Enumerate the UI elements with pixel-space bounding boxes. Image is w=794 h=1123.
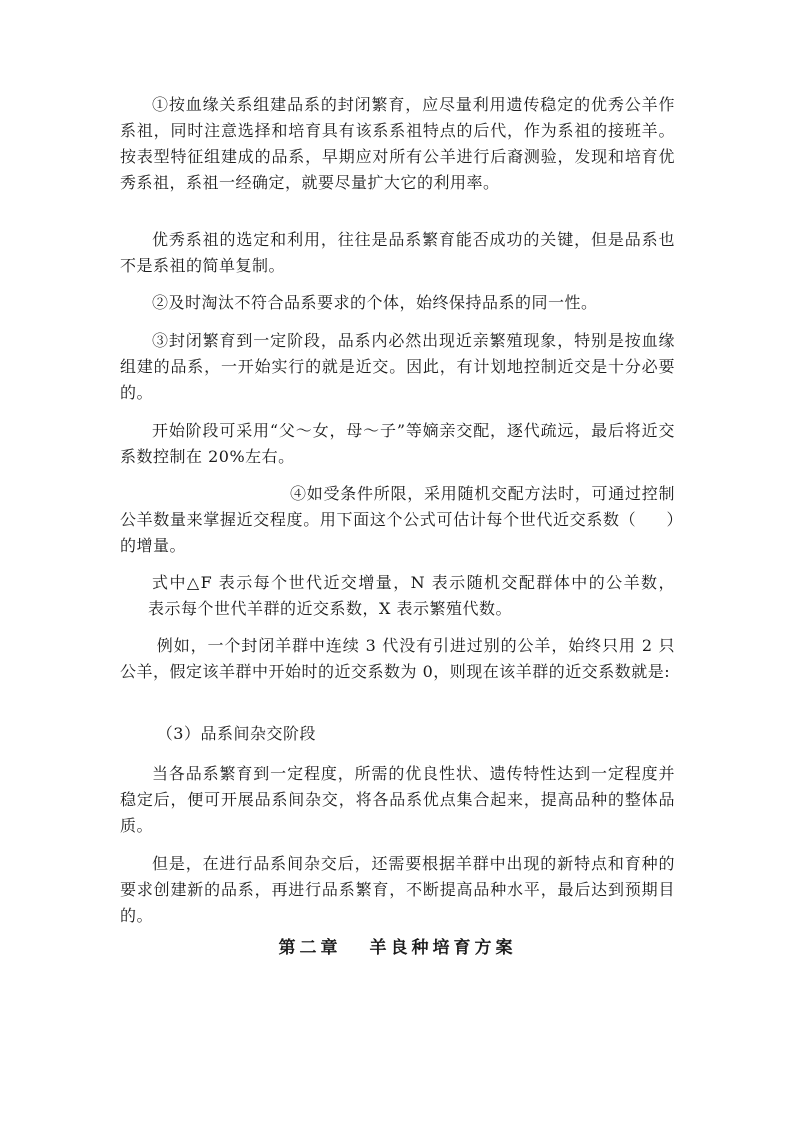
chapter-number: 第二章 (278, 938, 342, 958)
paragraph-random-mating (120, 481, 675, 559)
paragraph-new-lines: 但是，在进行品系间杂交后，还需要根据羊群中出现的新特点和育种的要求创建新的品系，再进行品系繁育，不断提高品种水平，最后达到预期目的。 (120, 854, 675, 925)
chapter-heading (120, 935, 675, 961)
random-mating-text: ④如受条件所限，采用随机交配方法时，可通过控制公羊数量来掌握近交程度。用下面这个公式可估计每个世代近交系数（ (120, 484, 675, 529)
formula-explanation-a: 式中△F 表示每个世代近交增量，N 表示随机交配群体中的公羊数， (152, 573, 675, 592)
paragraph-culling: ②及时淘汰不符合品系要求的个体，始终保持品系的同一性。 (152, 293, 598, 312)
random-mating-text-end: ）的增量。 (120, 510, 675, 555)
paragraph-close-mating: 开始阶段可采用“父～女，母～子”等嫡亲交配，逐代疏远，最后将近交系数控制在 20%左右。 (120, 421, 675, 466)
paragraph-example: 例如，一个封闭羊群中连续 3 代没有引进过别的公羊，始终只用 2 只公羊，假定该羊群中开始时的近交系数为 0，则现在该羊群的近交系数就是: (120, 636, 675, 681)
chapter-title: 羊良种培育方案 (369, 938, 517, 958)
paragraph-formula-explanation (120, 570, 675, 622)
formula-explanation-b: 表示每个世代羊群的近交系数，X 表示繁殖代数。 (148, 599, 512, 618)
paragraph-inbreeding-control: ③封闭繁育到一定阶段，品系内必然出现近亲繁殖现象，特别是按血缘组建的品系，一开始实行的就是近交。因此，有计划地控制近交是十分必要的。 (120, 331, 675, 402)
paragraph-line-crossing: 当各品系繁育到一定程度，所需的优良性状、遗传特性达到一定程度并稳定后，便可开展品系间杂交，将各品系优点集合起来，提高品种的整体品质。 (120, 764, 675, 835)
paragraph-founder-sire: ①按血缘关系组建品系的封闭繁育，应尽量利用遗传稳定的优秀公羊作系祖，同时注意选择和培育具有该系系祖特点的后代，作为系祖的接班羊。按表型特征组建成的品系，早期应对所有公羊进行后裔测验，发现和培育优秀系祖，系祖一经确定，就要尽量扩大它的利用率。 (120, 95, 675, 192)
section-heading-crossing: （3）品系间杂交阶段 (156, 724, 316, 743)
paragraph-founder-key: 优秀系祖的选定和利用，往往是品系繁育能否成功的关键，但是品系也不是系祖的简单复制。 (120, 230, 675, 275)
